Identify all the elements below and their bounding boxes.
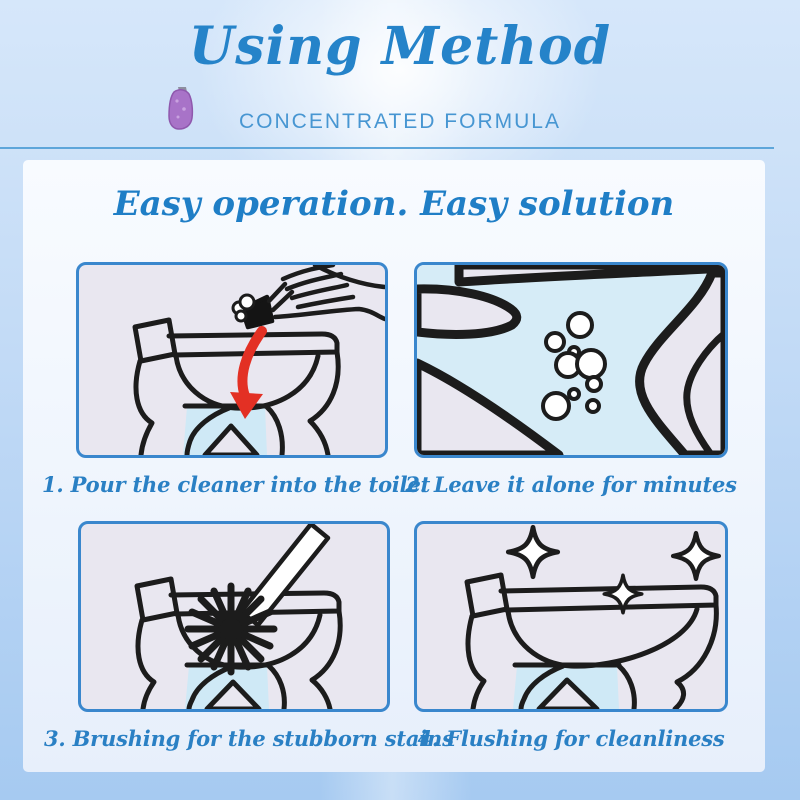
page-subtitle: CONCENTRATED FORMULA [239, 110, 561, 133]
step-card-3 [78, 521, 390, 712]
scrubbing-toilet-with-brush-illustration [81, 524, 387, 709]
header-divider-line [0, 147, 774, 149]
step-caption-2: 2. Leave it alone for minutes [405, 472, 737, 497]
step-card-4 [414, 521, 728, 712]
step-caption-3: 3. Brushing for the stubborn stains [44, 726, 454, 751]
step-caption-4: 4. Flushing for cleanliness [417, 726, 725, 751]
sparkling-clean-toilet-illustration [417, 524, 725, 709]
toilet-bowl-with-bubbles-illustration [417, 265, 725, 455]
toilet-illustration [135, 320, 338, 455]
toilet-illustration [467, 575, 716, 709]
step-card-2 [414, 262, 728, 458]
step-card-1 [76, 262, 388, 458]
pouring-hand-icon [233, 265, 385, 327]
section-heading: Easy operation. Easy solution [113, 184, 675, 224]
step-caption-1: 1. Pour the cleaner into the toilet [42, 472, 431, 497]
toilet-brush-icon [188, 524, 328, 672]
page-title: Using Method [188, 16, 612, 77]
instructions-panel [23, 160, 765, 772]
sparkle-icon [508, 527, 719, 612]
pour-cleaner-into-toilet-illustration [79, 265, 385, 455]
